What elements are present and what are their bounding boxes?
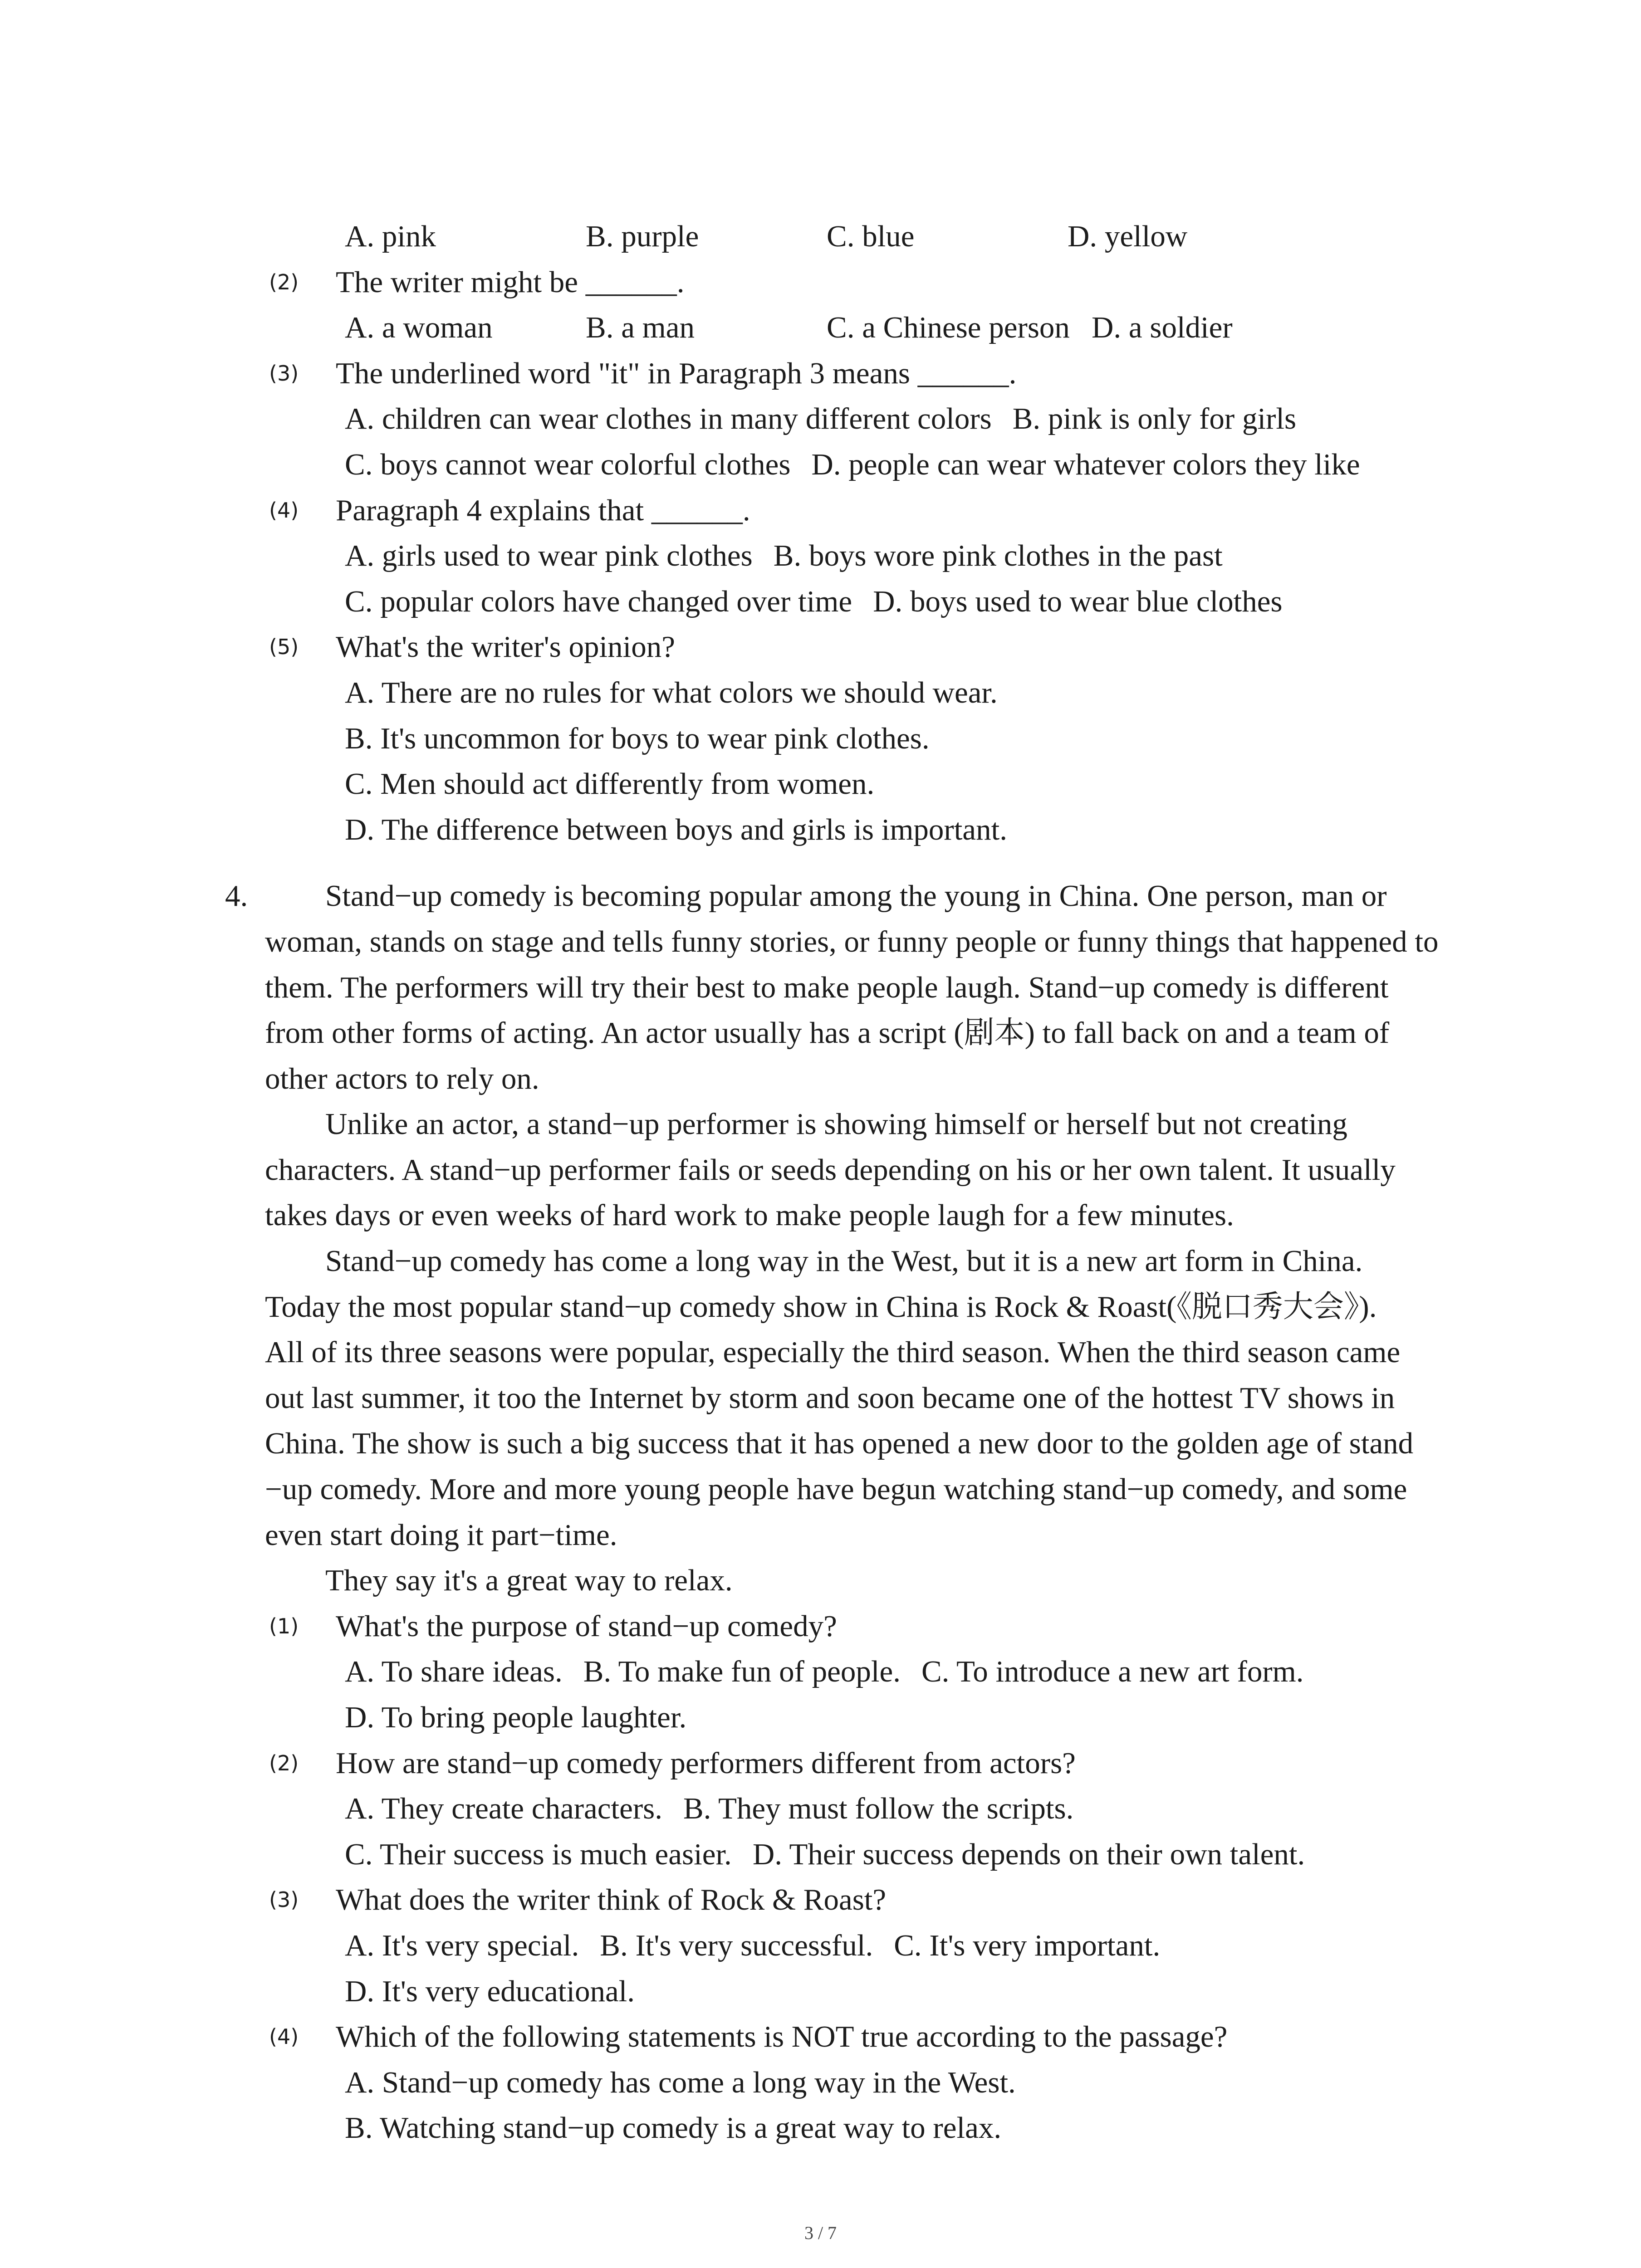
- option-b: B. pink is only for girls: [1012, 402, 1297, 436]
- passage-line: woman, stands on stage and tells funny stories, or funny people or funny things that happened to: [265, 924, 1439, 958]
- passage-line: All of its three seasons were popular, especially the third season. When the third season came: [265, 1335, 1401, 1369]
- option-a: A. There are no rules for what colors we should wear.: [345, 675, 998, 709]
- option-d: D. To bring people laughter.: [345, 1701, 687, 1734]
- subquestion-stem: [0, 1877, 1641, 1923]
- subquestion-label: (4): [269, 498, 299, 523]
- option-d: D. The difference between boys and girls is important.: [345, 812, 1007, 846]
- subquestion-text: What's the writer's opinion?: [336, 630, 675, 664]
- question-4: [0, 873, 1641, 2151]
- option-d: D. Their success depends on their own talent.: [752, 1837, 1305, 1871]
- passage-line: They say it's a great way to relax.: [325, 1564, 733, 1598]
- subquestion-stem: [0, 2014, 1641, 2060]
- option-b: B. a man: [586, 311, 695, 345]
- passage-paragraph: [0, 1558, 1641, 1603]
- option-b: B. purple: [586, 220, 699, 253]
- option-c: C. blue: [827, 220, 915, 253]
- option-a: A. Stand−up comedy has come a long way in the West.: [345, 2065, 1016, 2099]
- passage-line: out last summer, it too the Internet by storm and soon became one of the hottest TV shows in: [265, 1381, 1395, 1415]
- subquestion-text: What does the writer think of Rock & Roast?: [336, 1883, 887, 1917]
- option-c: C. Men should act differently from women.: [345, 767, 875, 801]
- previous-question: [0, 214, 1641, 852]
- passage-line: from other forms of acting. An actor usually has a script (剧本) to fall back on and a team of: [265, 1016, 1390, 1050]
- subquestion-label: (2): [269, 1750, 299, 1775]
- subquestion-label: (5): [269, 635, 299, 660]
- passage-line: Today the most popular stand−up comedy show in China is Rock & Roast(《脱口秀大会》).: [265, 1290, 1377, 1324]
- option-c: C. Their success is much easier.: [345, 1837, 732, 1871]
- option-a: A. children can wear clothes in many different colors: [345, 402, 992, 436]
- question-number: 4.: [225, 879, 248, 913]
- option-line: [0, 1786, 1641, 1832]
- passage-line: takes days or even weeks of hard work to make people laugh for a few minutes.: [265, 1198, 1234, 1232]
- option-line: [0, 1649, 1641, 1695]
- option-b: B. They must follow the scripts.: [683, 1792, 1074, 1826]
- subquestion-text: What's the purpose of stand−up comedy?: [336, 1609, 837, 1643]
- option-b: B. It's uncommon for boys to wear pink clothes.: [345, 721, 930, 755]
- option-line: [0, 305, 1641, 351]
- option-b: B. boys wore pink clothes in the past: [773, 539, 1223, 573]
- passage-line: Unlike an actor, a stand−up performer is showing himself or herself but not creating: [325, 1107, 1347, 1141]
- passage-line: other actors to rely on.: [265, 1061, 539, 1095]
- passage-line: [0, 873, 1641, 919]
- subquestion-label: (3): [269, 361, 299, 386]
- option-d: D. a soldier: [1092, 311, 1233, 345]
- option-a: A. They create characters.: [345, 1792, 662, 1826]
- subquestion-label: (1): [269, 1613, 299, 1638]
- option-line: [0, 1923, 1641, 1969]
- passage-line: characters. A stand−up performer fails or seeds depending on his or her own talent. It usually: [265, 1153, 1396, 1187]
- passage-line: even start doing it part−time.: [265, 1518, 617, 1552]
- option-d: D. people can wear whatever colors they like: [811, 447, 1360, 481]
- option-b: B. Watching stand−up comedy is a great way to relax.: [345, 2111, 1002, 2145]
- option-line: [0, 396, 1641, 442]
- passage-paragraph: [0, 1101, 1641, 1238]
- option-a: A. To share ideas.: [345, 1655, 563, 1689]
- subquestion-label: (2): [269, 269, 299, 294]
- passage-line: them. The performers will try their best to make people laugh. Stand−up comedy is different: [265, 970, 1389, 1004]
- option-c: C. popular colors have changed over time: [345, 584, 852, 618]
- passage-line: China. The show is such a big success that it has opened a new door to the golden age of stand: [265, 1427, 1414, 1461]
- passage-paragraph: [0, 873, 1641, 1101]
- passage-paragraph: [0, 1238, 1641, 1558]
- passage: [0, 873, 1641, 1603]
- option-a: A. girls used to wear pink clothes: [345, 539, 753, 573]
- option-line: [0, 442, 1641, 488]
- page-number: 3 / 7: [804, 2223, 837, 2243]
- option-b: B. It's very successful.: [600, 1928, 873, 1962]
- passage-line: −up comedy. More and more young people have begun watching stand−up comedy, and some: [265, 1472, 1407, 1506]
- passage-line-text: Stand−up comedy is becoming popular among the young in China. One person, man or: [325, 879, 1387, 913]
- option-d: D. yellow: [1068, 220, 1188, 253]
- subquestion-text: Paragraph 4 explains that ______.: [336, 493, 750, 527]
- option-c: C. It's very important.: [894, 1928, 1161, 1962]
- option-line: [0, 533, 1641, 579]
- subquestion-label: (4): [269, 2024, 299, 2049]
- subquestion-text: Which of the following statements is NOT true according to the passage?: [336, 2020, 1228, 2054]
- option-b: B. To make fun of people.: [583, 1655, 901, 1689]
- option-a: A. a woman: [345, 311, 493, 345]
- option-line: [0, 579, 1641, 625]
- passage-line: Stand−up comedy has come a long way in the West, but it is a new art form in China.: [325, 1244, 1363, 1278]
- subquestion-text: The underlined word "it" in Paragraph 3 means ______.: [336, 356, 1017, 390]
- subquestion-stem: [0, 351, 1641, 396]
- option-c: C. a Chinese person: [827, 311, 1070, 345]
- option-a: A. pink: [345, 220, 436, 253]
- subquestion-stem: [0, 259, 1641, 305]
- option-d: D. It's very educational.: [345, 1974, 635, 2008]
- option-c: C. boys cannot wear colorful clothes: [345, 447, 791, 481]
- subquestion-stem: [0, 488, 1641, 533]
- option-line: [0, 214, 1641, 259]
- subquestion-stem: [0, 1740, 1641, 1786]
- option-c: C. To introduce a new art form.: [921, 1655, 1304, 1689]
- subquestion-stem: [0, 1603, 1641, 1649]
- option-line: [0, 1832, 1641, 1877]
- page-content: [0, 214, 1641, 2151]
- subquestion-label: (3): [269, 1887, 299, 1912]
- option-d: D. boys used to wear blue clothes: [873, 584, 1283, 618]
- subquestion-text: The writer might be ______.: [336, 265, 685, 299]
- subquestion-stem: [0, 624, 1641, 670]
- subquestion-text: How are stand−up comedy performers different from actors?: [336, 1746, 1076, 1780]
- option-a: A. It's very special.: [345, 1928, 579, 1962]
